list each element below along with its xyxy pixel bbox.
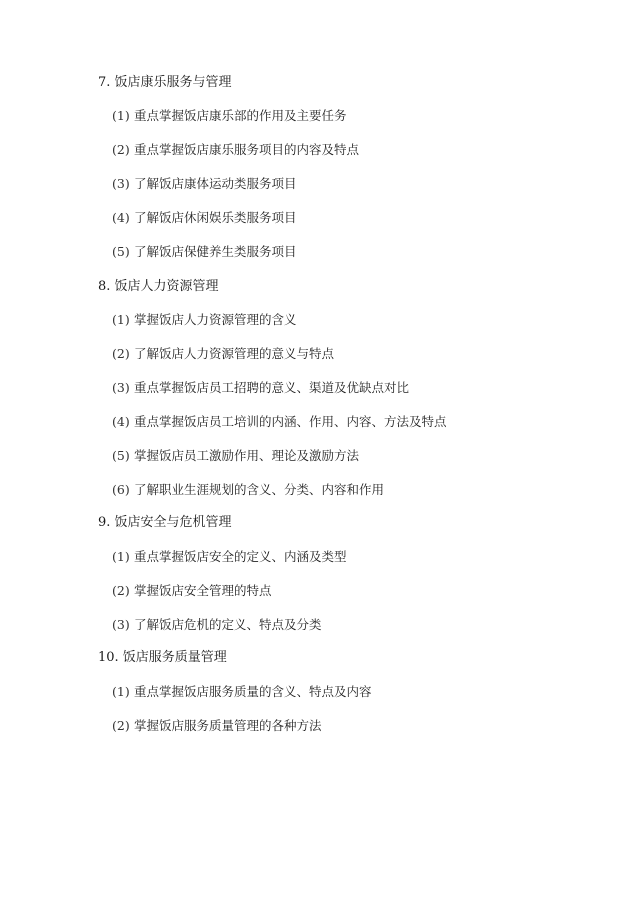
item-text: 了解饭店休闲娱乐类服务项目: [134, 210, 297, 225]
item-text: 了解饭店危机的定义、特点及分类: [134, 617, 322, 632]
list-item: [112, 718, 322, 734]
list-item: [112, 448, 359, 464]
list-item: [112, 108, 347, 124]
section-heading-8: 8. 饭店人力资源管理: [98, 279, 219, 294]
item-number: (4): [112, 414, 130, 429]
list-item: [112, 617, 322, 633]
item-text: 了解饭店人力资源管理的意义与特点: [134, 346, 335, 361]
item-text: 重点掌握饭店安全的定义、内涵及类型: [134, 549, 347, 564]
list-item: [112, 482, 384, 498]
list-item: [112, 380, 409, 396]
item-number: (1): [112, 684, 130, 699]
item-text: 了解职业生涯规划的含义、分类、内容和作用: [134, 482, 385, 497]
item-number: (3): [112, 176, 130, 191]
item-number: (2): [112, 346, 130, 361]
item-text: 重点掌握饭店康乐服务项目的内容及特点: [134, 142, 360, 157]
item-number: (2): [112, 583, 130, 598]
list-item: [112, 549, 347, 565]
item-number: (5): [112, 244, 130, 259]
list-item: [112, 414, 447, 430]
list-item: [112, 346, 334, 362]
item-text: 了解饭店康体运动类服务项目: [134, 176, 297, 191]
list-item: [112, 583, 272, 599]
list-item: [112, 244, 297, 260]
list-item: [112, 210, 297, 226]
item-text: 掌握饭店服务质量管理的各种方法: [134, 718, 322, 733]
item-text: 掌握饭店人力资源管理的含义: [134, 312, 297, 327]
list-item: [112, 684, 372, 700]
item-number: (5): [112, 448, 130, 463]
item-number: (2): [112, 142, 130, 157]
item-number: (6): [112, 482, 130, 497]
item-number: (3): [112, 380, 130, 395]
item-number: (1): [112, 549, 130, 564]
item-number: (1): [112, 108, 130, 123]
list-item: [112, 312, 297, 328]
item-text: 了解饭店保健养生类服务项目: [134, 244, 297, 259]
item-text: 重点掌握饭店员工招聘的意义、渠道及优缺点对比: [134, 380, 410, 395]
section-heading-7: 7. 饭店康乐服务与管理: [98, 75, 232, 90]
item-number: (3): [112, 617, 130, 632]
section-heading-9: 9. 饭店安全与危机管理: [98, 515, 232, 530]
item-number: (2): [112, 718, 130, 733]
item-number: (4): [112, 210, 130, 225]
item-text: 重点掌握饭店服务质量的含义、特点及内容: [134, 684, 372, 699]
item-text: 掌握饭店员工激励作用、理论及激励方法: [134, 448, 360, 463]
item-text: 重点掌握饭店康乐部的作用及主要任务: [134, 108, 347, 123]
item-text: 重点掌握饭店员工培训的内涵、作用、内容、方法及特点: [134, 414, 447, 429]
item-text: 掌握饭店安全管理的特点: [134, 583, 272, 598]
section-heading-10: 10. 饭店服务质量管理: [98, 650, 227, 665]
list-item: [112, 142, 359, 158]
item-number: (1): [112, 312, 130, 327]
list-item: [112, 176, 297, 192]
